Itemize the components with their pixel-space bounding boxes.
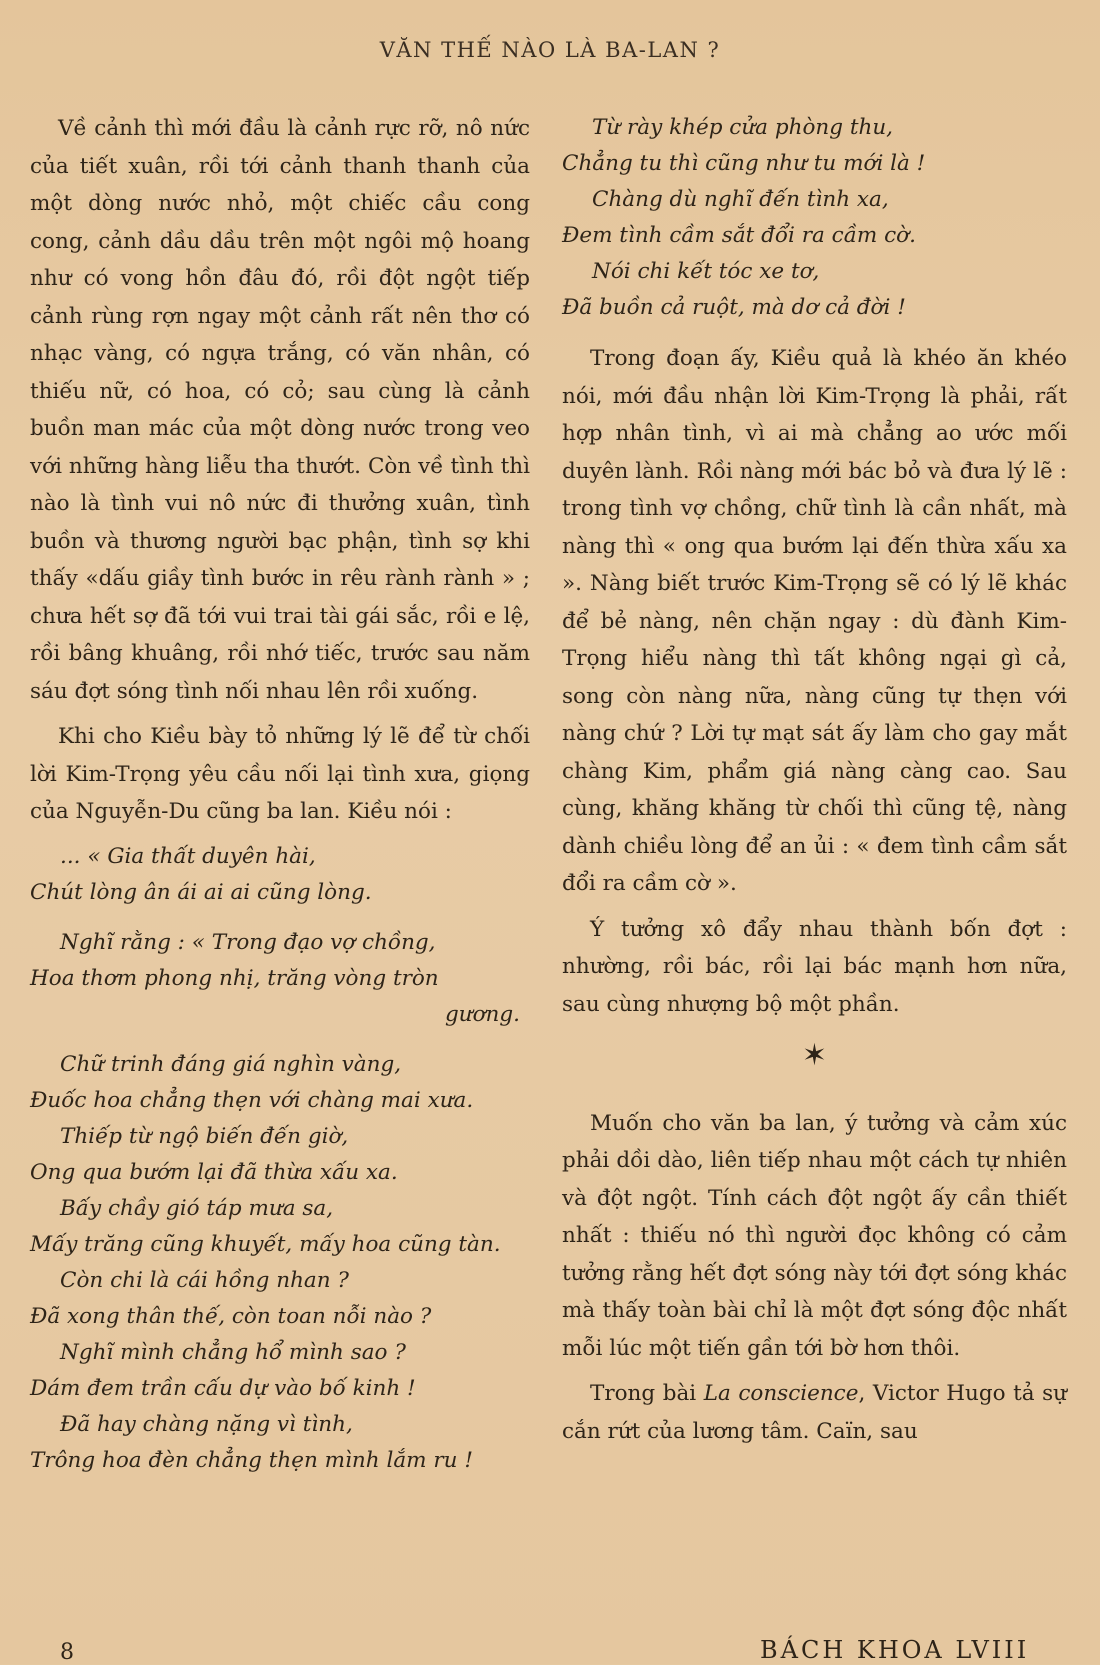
verse-line: gương. bbox=[445, 1001, 520, 1027]
verse-line: ... « Gia thất duyên hài, bbox=[60, 843, 316, 869]
verse-line: Đã xong thân thế, còn toan nỗi nào ? bbox=[30, 1303, 432, 1329]
verse-line: Dám đem trần cấu dự vào bố kinh ! bbox=[30, 1375, 416, 1401]
verse-line: Chàng dù nghĩ đến tình xa, bbox=[592, 187, 889, 212]
verse-line: Đã buồn cả ruột, mà dơ cả đời ! bbox=[562, 295, 906, 320]
verse-line: Chút lòng ân ái ai ai cũng lòng. bbox=[30, 879, 372, 905]
text-run: , Victor Hugo tả sự cắn rứt của lương tâm. Caïn, sau bbox=[562, 1381, 1067, 1444]
verse-line: Thiếp từ ngộ biến đến giờ, bbox=[60, 1123, 349, 1149]
verse-line: Đem tình cầm sắt đổi ra cầm cờ. bbox=[562, 223, 916, 248]
verse-line: Bấy chầy gió táp mưa sa, bbox=[60, 1195, 334, 1221]
paragraph: Về cảnh thì mới đầu là cảnh rực rỡ, nô nức của tiết xuân, rồi tới cảnh thanh thanh của một dòng nước nhỏ, một chiếc cầu cong cong, cảnh dầu dầu trên một ngôi mộ hoang như có vong hồn đâu đó, rồi đột ngột tiếp cảnh rùng rợn ngay một cảnh rất nên thơ có nhạc vàng, có ngựa trắng, có văn nhân, có thiếu nữ, có hoa, có cỏ; sau cùng là cảnh buồn man mác của một dòng nước trong veo với những hàng liễu tha thướt. Còn về tình thì nào là tình vui nô nức đi thưởng xuân, tình buồn và thương người bạc phận, tình sợ khi thấy «dấu giầy tình bước in rêu rành rành » ; chưa hết sợ đã tới vui trai tài gái sắc, rồi e lệ, rồi bâng khuâng, rồi nhớ tiếc, trước sau năm sáu đợt sóng tình nối nhau lên rồi xuống. bbox=[30, 116, 530, 704]
verse-line: Nghĩ mình chẳng hổ mình sao ? bbox=[60, 1339, 406, 1365]
verse-group bbox=[562, 110, 1067, 326]
paragraph: Muốn cho văn ba lan, ý tưởng và cảm xúc phải dồi dào, liên tiếp nhau một cách tự nhiên và đột ngột. Tính cách đột ngột ấy cần thiết nhất : thiếu nó thì người đọc không có cảm tưởng rằng hết đợt sóng này tới đợt sóng khác mà thấy toàn bài chỉ là một đợt sóng độc nhất mỗi lúc một tiến gần tới bờ hơn thôi. bbox=[562, 1110, 1067, 1361]
verse-line: Đuốc hoa chẳng thẹn với chàng mai xưa. bbox=[30, 1087, 474, 1113]
right-column bbox=[562, 110, 1067, 1458]
left-column bbox=[30, 110, 530, 1493]
verse-line: Từ rày khép cửa phòng thu, bbox=[592, 115, 893, 140]
verse-line: Chẳng tu thì cũng như tu mới là ! bbox=[562, 151, 926, 176]
paragraph: Trong đoạn ấy, Kiều quả là khéo ăn khéo nói, mới đầu nhận lời Kim-Trọng là phải, rất hợp nhân tình, vì ai mà chẳng ao ước mối duyên lành. Rồi nàng mới bác bỏ và đưa lý lẽ : trong tình vợ chồng, chữ tình là cần nhất, mà nàng thì « ong qua bướm lại đến thừa xấu xa ». Nàng biết trước Kim-Trọng sẽ có lý lẽ khác để bẻ nàng, nên chặn ngay : dù đành Kim-Trọng hiểu nàng thì tất không ngại gì cả, song còn nàng nữa, nàng cũng tự thẹn với nàng chứ ? Lời tự mạt sát ấy làm cho gay mắt chàng Kim, phẩm giá nàng càng cao. Sau cùng, khăng khăng từ chối thì cũng tệ, nàng dành chiều lòng để an ủi : « đem tình cầm sắt đổi ra cầm cờ ». bbox=[562, 346, 1067, 896]
verse-line: Đã hay chàng nặng vì tình, bbox=[60, 1411, 353, 1437]
journal-footer: BÁCH KHOA LVIII bbox=[760, 1636, 1030, 1664]
page-number: 8 bbox=[60, 1640, 74, 1665]
verse-line: Ong qua bướm lại đã thừa xấu xa. bbox=[30, 1159, 398, 1185]
verse-line: Mấy trăng cũng khuyết, mấy hoa cũng tàn. bbox=[30, 1231, 501, 1257]
verse-line: Nói chi kết tóc xe tơ, bbox=[592, 259, 820, 284]
verse-line: Còn chi là cái hồng nhan ? bbox=[60, 1267, 349, 1293]
work-title: La conscience bbox=[703, 1381, 859, 1406]
verse-group bbox=[30, 839, 530, 911]
verse-line: Chữ trinh đáng giá nghìn vàng, bbox=[60, 1051, 402, 1077]
verse-line: Hoa thơm phong nhị, trăng vòng tròn bbox=[30, 965, 439, 991]
paragraph: Khi cho Kiều bày tỏ những lý lẽ để từ chối lời Kim-Trọng yêu cầu nối lại tình xưa, giọng của Nguyễn-Du cũng ba lan. Kiều nói : bbox=[30, 724, 530, 824]
running-header: VĂN THẾ NÀO LÀ BA-LAN ? bbox=[379, 38, 721, 62]
verse-line: Trông hoa đèn chẳng thẹn mình lắm ru ! bbox=[30, 1447, 473, 1473]
text-run: Trong bài bbox=[590, 1381, 704, 1406]
section-break-star-icon: ✶ bbox=[801, 1038, 828, 1073]
verse-group bbox=[30, 1047, 530, 1479]
verse-group bbox=[30, 925, 530, 1033]
paragraph bbox=[562, 1375, 1067, 1450]
verse-line: Nghĩ rằng : « Trong đạo vợ chồng, bbox=[60, 929, 436, 955]
paragraph: Ý tưởng xô đẩy nhau thành bốn đợt : nhường, rồi bác, rồi lại bác mạnh hơn nữa, sau cùng nhượng bộ một phần. bbox=[562, 916, 1067, 1017]
